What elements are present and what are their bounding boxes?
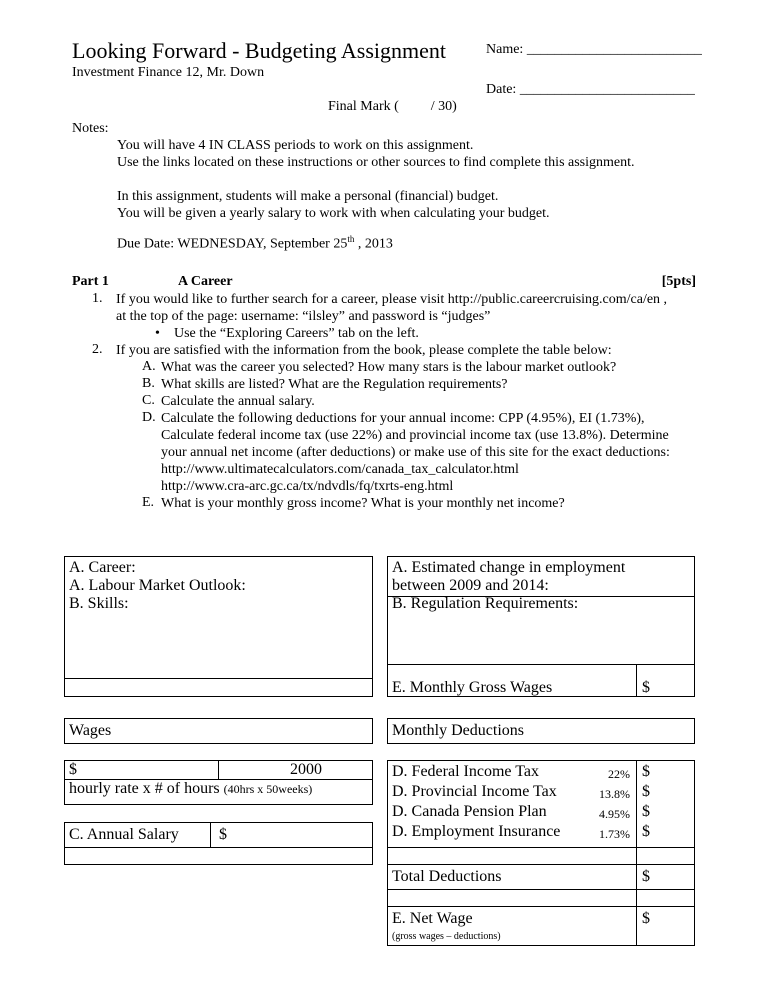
total-deductions-value-cell[interactable] <box>636 864 695 890</box>
notes-label: Notes: <box>72 121 109 136</box>
deductions-values[interactable] <box>636 760 695 848</box>
list-number: 1. <box>92 291 103 306</box>
final-mark-close: / 30) <box>430 99 457 114</box>
bullet-dot: • <box>155 326 160 341</box>
estimated-label: between 2009 and 2014: <box>392 577 549 594</box>
sub-item: What was the career you selected? How many stars is the labour market outlook? <box>161 360 617 375</box>
note-line: Use the links located on these instructions or other sources to find complete this assignment. <box>117 155 635 170</box>
hours-value: 2000 <box>290 761 322 778</box>
due-date-text: Due Date: WEDNESDAY, September 25 <box>117 236 348 252</box>
course-subtitle: Investment Finance 12, Mr. Down <box>72 65 265 80</box>
monthly-gross-value-cell[interactable] <box>636 664 695 697</box>
annual-salary-label-cell <box>64 822 211 848</box>
net-wage-label-cell <box>387 906 637 946</box>
final-mark <box>328 99 457 115</box>
sub-item: What skills are listed? What are the Regulation requirements? <box>161 377 508 392</box>
final-mark-open: Final Mark ( <box>328 99 399 114</box>
deduction-rate: 1.73% <box>599 827 630 841</box>
note-line: In this assignment, students will make a personal (financial) budget. <box>117 189 499 204</box>
hours-cell <box>218 760 373 780</box>
due-date-year: , 2013 <box>354 236 393 252</box>
wages-heading-cell <box>64 718 373 744</box>
divider <box>387 596 695 597</box>
sub-label: E. <box>142 495 155 510</box>
deductions-heading: Monthly Deductions <box>392 722 524 739</box>
outlook-label: A. Labour Market Outlook: <box>69 577 246 594</box>
skills-label: B. Skills: <box>69 595 129 612</box>
hourly-rate-caption-cell <box>64 779 373 805</box>
name-field[interactable]: Name: _________________________ <box>486 42 702 57</box>
dollar-sign: $ <box>642 679 650 696</box>
hours-note: (40hrs x 50weeks) <box>223 782 313 796</box>
list-bullet: Use the “Exploring Careers” tab on the left. <box>174 326 419 341</box>
deduction-provincial: D. Provincial Income Tax <box>392 783 557 800</box>
sub-link[interactable]: http://www.cra-arc.gc.ca/tx/ndvdls/fq/txrts-eng.html <box>161 479 454 494</box>
sub-label: A. <box>142 359 156 374</box>
due-date <box>117 234 393 253</box>
list-item: If you would like to further search for a career, please visit http://public.careercruising.com/ca/en , <box>116 292 668 307</box>
net-wage-label: E. Net Wage <box>392 910 473 927</box>
hourly-rate-text: hourly rate x # of hours <box>69 780 220 797</box>
monthly-gross-label: E. Monthly Gross Wages <box>392 679 553 696</box>
deduction-rate: 13.8% <box>599 787 630 801</box>
part-label: Part 1 <box>72 274 109 289</box>
net-wage-value-cell[interactable] <box>636 906 695 946</box>
hourly-rate-caption <box>69 780 312 798</box>
deduction-federal: D. Federal Income Tax <box>392 763 539 780</box>
dollar-sign: $ <box>642 763 650 780</box>
blank-row[interactable] <box>387 847 637 865</box>
career-label: A. Career: <box>69 559 136 576</box>
total-deductions-label: Total Deductions <box>392 868 502 885</box>
deduction-cpp: D. Canada Pension Plan <box>392 803 547 820</box>
dollar-sign: $ <box>219 826 227 843</box>
dollar-sign: $ <box>642 823 650 840</box>
dollar-sign: $ <box>642 910 650 927</box>
dollar-sign: $ <box>642 783 650 800</box>
estimated-box[interactable] <box>387 556 695 665</box>
blank-row[interactable] <box>636 847 695 865</box>
regulation-label: B. Regulation Requirements: <box>392 595 579 612</box>
sub-label: C. <box>142 393 155 408</box>
net-wage-note: (gross wages – deductions) <box>392 931 501 942</box>
part-title: A Career <box>178 274 233 289</box>
sub-item: Calculate the annual salary. <box>161 394 315 409</box>
dollar-sign: $ <box>642 803 650 820</box>
blank-row[interactable] <box>387 889 637 907</box>
deductions-heading-cell <box>387 718 695 744</box>
estimated-label: A. Estimated change in employment <box>392 559 626 576</box>
note-line: You will be given a yearly salary to work with when calculating your budget. <box>117 206 550 221</box>
sub-item: your annual net income (after deductions) or make use of this site for the exact deductions: <box>161 445 670 460</box>
list-number: 2. <box>92 342 103 357</box>
blank-row[interactable] <box>636 889 695 907</box>
career-box[interactable] <box>64 556 373 679</box>
part-points: [5pts] <box>661 274 696 289</box>
date-field[interactable]: Date: _________________________ <box>486 82 695 97</box>
deduction-ei: D. Employment Insurance <box>392 823 561 840</box>
sub-item: What is your monthly gross income? What is your monthly net income? <box>161 496 565 511</box>
total-deductions-label-cell <box>387 864 637 890</box>
blank-row[interactable] <box>64 678 373 697</box>
wages-heading: Wages <box>69 722 112 739</box>
sub-item: Calculate the following deductions for your annual income: CPP (4.95%), EI (1.73%), <box>161 411 645 426</box>
sub-item: Calculate federal income tax (use 22%) and provincial income tax (use 13.8%). Determine <box>161 428 669 443</box>
note-line: You will have 4 IN CLASS periods to work on this assignment. <box>117 138 474 153</box>
due-date-sup: th <box>347 234 355 244</box>
dollar-sign: $ <box>69 761 77 778</box>
hourly-rate-cell[interactable] <box>64 760 219 780</box>
monthly-gross-label-cell <box>387 664 637 697</box>
assignment-title: Looking Forward - Budgeting Assignment <box>72 38 446 63</box>
annual-salary-value-cell[interactable] <box>210 822 373 848</box>
list-item: at the top of the page: username: “ilsley” and password is “judges” <box>116 309 491 324</box>
dollar-sign: $ <box>642 868 650 885</box>
list-item: If you are satisfied with the information from the book, please complete the table below: <box>116 343 612 358</box>
annual-salary-label: C. Annual Salary <box>69 826 179 843</box>
sub-link[interactable]: http://www.ultimatecalculators.com/canada_tax_calculator.html <box>161 462 519 477</box>
blank-row[interactable] <box>64 847 373 865</box>
sub-label: D. <box>142 410 156 425</box>
sub-label: B. <box>142 376 155 391</box>
deduction-rate: 22% <box>608 767 630 781</box>
deductions-labels <box>387 760 637 848</box>
deduction-rate: 4.95% <box>599 807 630 821</box>
